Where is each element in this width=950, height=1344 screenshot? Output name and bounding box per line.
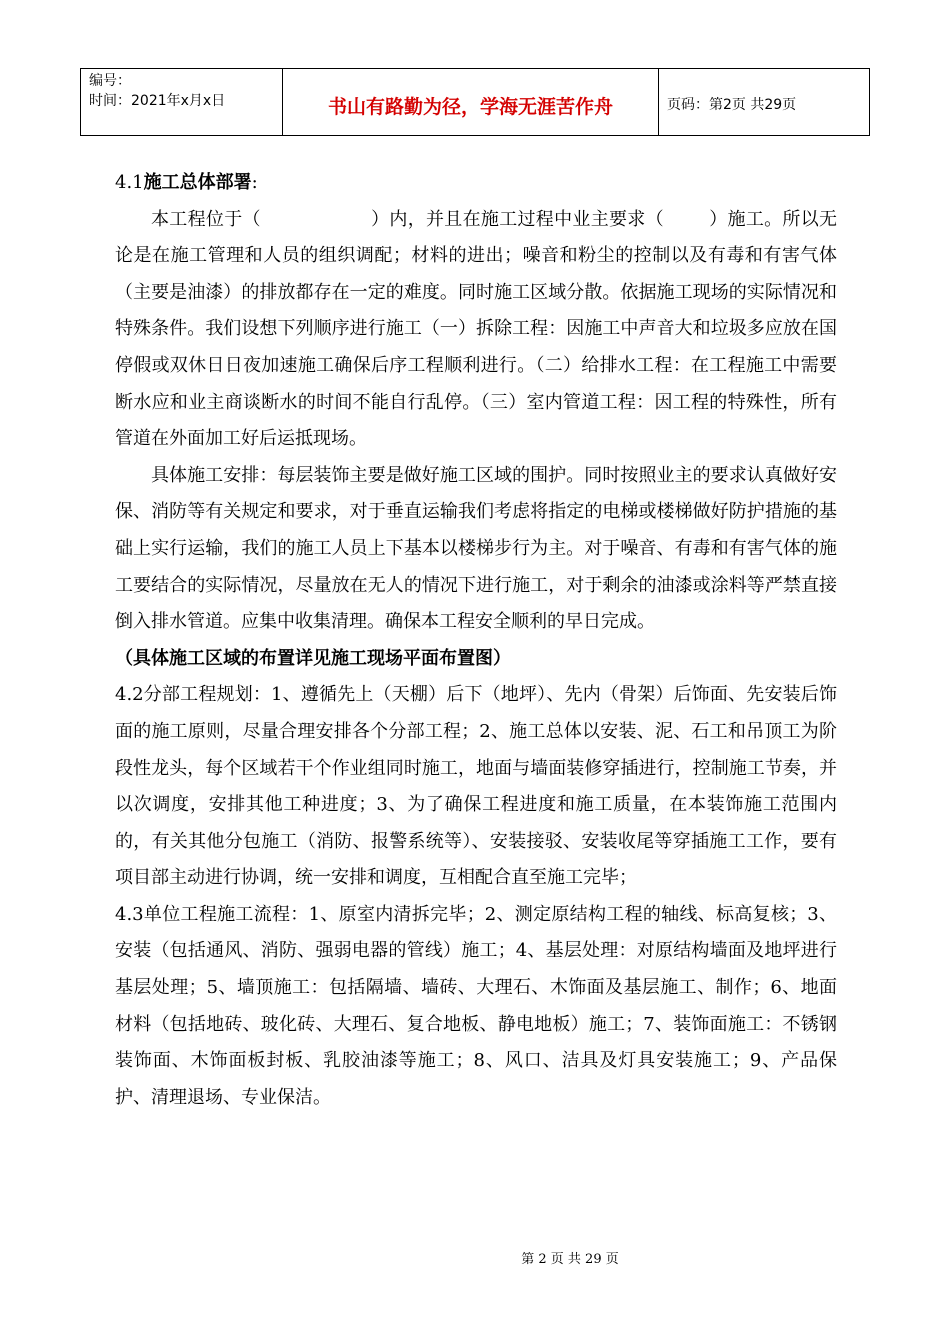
header-page-cell <box>659 69 869 135</box>
section-number: 4.1 <box>115 172 144 193</box>
document-header <box>80 68 870 136</box>
layout-note: （具体施工区域的布置详见施工现场平面布置图） <box>115 647 511 669</box>
page-code: 页码：第2页 共29页 <box>667 97 797 113</box>
paragraph-location-part-b: ）内，并且在施工过程中业主要求（ <box>370 208 664 230</box>
paragraph-location-part-a: 本工程位于（ <box>151 208 261 230</box>
document-body <box>115 165 837 1116</box>
paragraph-4-2: 4.2分部工程规划：1、遵循先上（天棚）后下（地坪）、先内（骨架）后饰面、先安装后饰面的施工原则，尽量合理安排各个分部工程；2、施工总体以安装、泥、石工和吊顶工为阶段性龙头，每个区域若干个作业组同时施工，地面与墙面装修穿插进行，控制施工节奏，并以次调度，安排其他工种进度；3、为了确保工程进度和施工质量，在本装饰施工范围内的，有关其他分包施工（消防、报警系统等）、安装接驳、安装收尾等穿插施工工作，要有项目部主动进行协调，统一安排和调度，互相配合直至施工完毕； <box>115 684 837 889</box>
header-meta-cell <box>81 69 283 135</box>
paragraph-4-3: 4.3单位工程施工流程：1、原室内清拆完毕；2、测定原结构工程的轴线、标高复核；3、安装（包括通风、消防、强弱电器的管线）施工；4、基层处理：对原结构墙面及地坪进行基层处理；5、墙顶施工：包括隔墙、墙砖、大理石、木饰面及基层施工、制作；6、地面材料（包括地砖、玻化砖、大理石、复合地板、静电地板）施工；7、装饰面施工：不锈钢装饰面、木饰面板封板、乳胶油漆等施工；8、风口、洁具及灯具安装施工；9、产品保护、清理退场、专业保洁。 <box>115 903 837 1108</box>
section-title: 施工总体部署 <box>143 172 252 193</box>
section-4-1-heading <box>115 165 837 202</box>
section-colon: : <box>251 172 258 193</box>
paragraph-arrangement: 具体施工安排：每层装饰主要是做好施工区域的围护。同时按照业主的要求认真做好安保、消防等有关规定和要求，对于垂直运输我们考虑将指定的电梯或楼梯做好防护措施的基础上实行运输，我们的施工人员上下基本以楼梯步行为主。对于噪音、有毒和有害气体的施工要结合的实际情况，尽量放在无人的情况下进行施工，对于剩余的油漆或涂料等严禁直接倒入排水管道。应集中收集清理。确保本工程安全顺利的早日完成。 <box>115 464 837 633</box>
serial-label: 编号： <box>89 73 131 89</box>
page-footer: 第 2 页 共 29 页 <box>521 1252 619 1267</box>
paragraph-location-part-c: ）施工。所以无论是在施工管理和人员的组织调配；材料的进出；噪音和粉尘的控制以及有毒和有害气体（主要是油漆）的排放都存在一定的难度。同时施工区域分散。依据施工现场的实际情况和特殊条件。我们设想下列顺序进行施工（一）拆除工程：因施工中声音大和垃圾多应放在国停假或双休日日夜加速施工确保后序工程顺利进行。（二）给排水工程：在工程施工中需要断水应和业主商谈断水的时间不能自行乱停。（三）室内管道工程：因工程的特殊性，所有管道在外面加工好后运抵现场。 <box>115 208 838 450</box>
date-text: 时间：2021年x月x日 <box>89 93 226 109</box>
header-motto-cell <box>283 69 659 135</box>
paragraph-location <box>115 202 837 458</box>
motto-text: 书山有路勤为径，学海无涯苦作舟 <box>327 96 613 118</box>
